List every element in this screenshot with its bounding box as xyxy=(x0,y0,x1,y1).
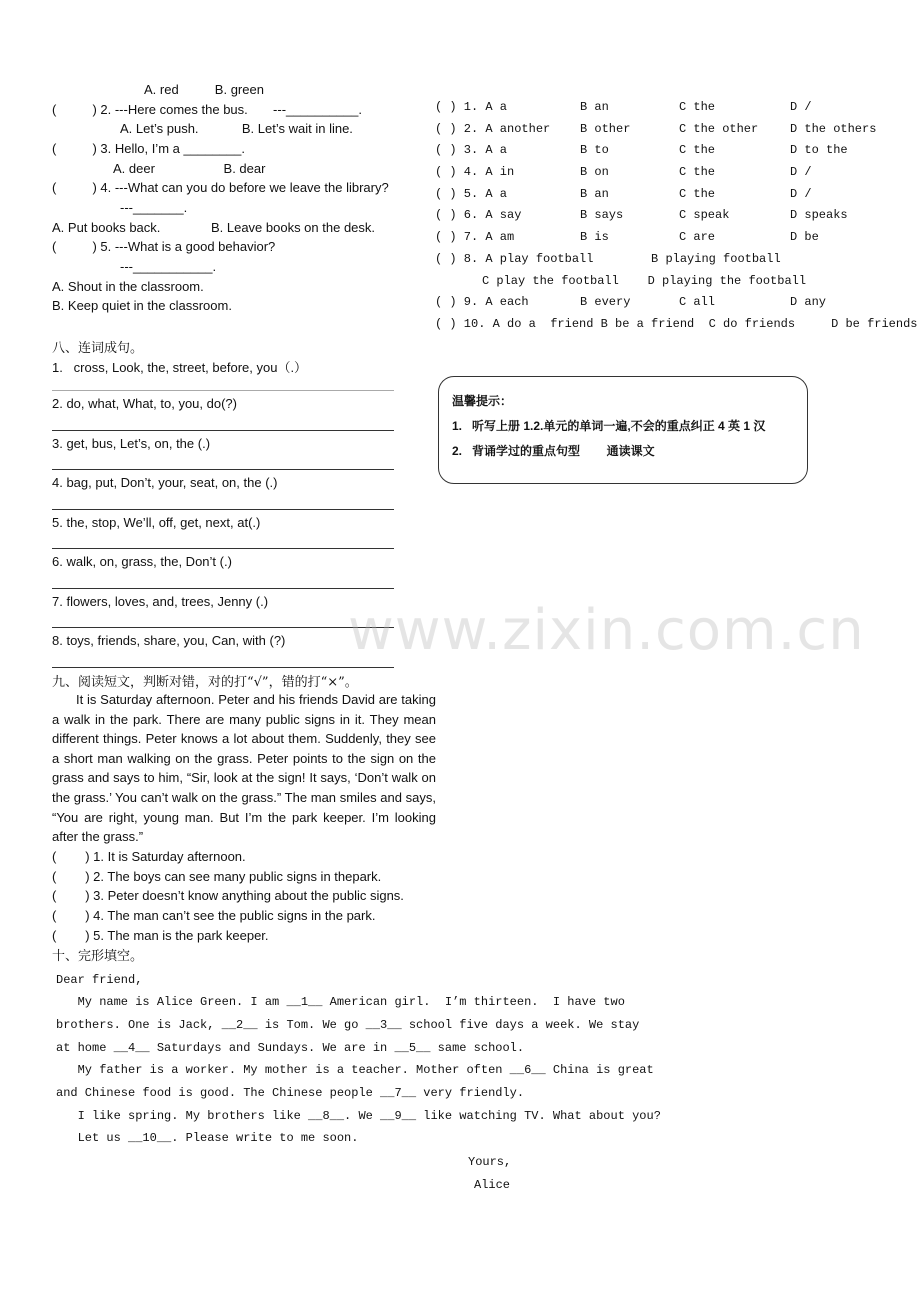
letter-line-2: My name is Alice Green. I am __1__ American girl. I’m thirteen. I have two xyxy=(56,995,625,1009)
statement-2: ( ) 2. The boys can see many public signs in thepark. xyxy=(52,869,382,884)
choice-q8-line1: ( ) 8. A play football B playing football xyxy=(435,252,781,266)
q4-question: ( ) 4. ---What can you do before we leave the library? xyxy=(52,180,389,195)
answer-line-8 xyxy=(52,667,394,668)
choice-q7: ( ) 7. A am xyxy=(435,230,515,244)
letter-line-7: I like spring. My brothers like __8__. We __9__ like watching TV. What about you? xyxy=(56,1109,661,1123)
answer-line-1 xyxy=(52,390,394,391)
statement-5: ( ) 5. The man is the park keeper. xyxy=(52,928,269,943)
choice-q6-b: B says xyxy=(580,208,624,222)
sentence-item-4: 4. bag, put, Don’t, your, seat, on, the (.) xyxy=(52,475,278,490)
choice-q3-d: D to the xyxy=(790,143,848,157)
choice-q9-c: C all xyxy=(679,295,716,309)
sentence-item-2: 2. do, what, What, to, you, do(?) xyxy=(52,396,237,411)
section10-title: 十、完形填空。 xyxy=(52,949,144,964)
answer-line-3 xyxy=(52,469,394,470)
choice-q7-d: D be xyxy=(790,230,819,244)
q4-blank: ---_______. xyxy=(120,200,188,215)
choice-q6: ( ) 6. A say xyxy=(435,208,522,222)
reading-passage: It is Saturday afternoon. Peter and his friends David are taking a walk in the park. There are many public signs in it. They mean different things. Peter knows a lot about them. Suddenly, they see a short man walking on the grass. Peter points to the sign on the grass and says to him, “Sir, look at the sign! It says, ‘Don’t walk on the grass.’ You can’t walk on the grass.” The man smiles and says, “You are right, young man. But I’m the park keeper. I’m looking after the grass.” xyxy=(52,692,436,845)
q2-question: ( ) 2. ---Here comes the bus. ---__________. xyxy=(52,102,362,117)
statement-1: ( ) 1. It is Saturday afternoon. xyxy=(52,849,246,864)
choice-q4-c: C the xyxy=(679,165,716,179)
choice-q2: ( ) 2. A another xyxy=(435,122,551,136)
choice-q8-line2: C play the football D playing the football xyxy=(482,274,807,288)
sentence-item-7: 7. flowers, loves, and, trees, Jenny (.) xyxy=(52,594,269,609)
answer-line-2 xyxy=(52,430,394,431)
choice-q6-d: D speaks xyxy=(790,208,848,222)
letter-line-8: Let us __10__. Please write to me soon. xyxy=(56,1131,359,1145)
letter-line-5: My father is a worker. My mother is a teacher. Mother often __6__ China is great xyxy=(56,1063,654,1077)
answer-line-5 xyxy=(52,548,394,549)
choice-q1-b: B an xyxy=(580,100,609,114)
q5-question: ( ) 5. ---What is a good behavior? xyxy=(52,239,276,254)
choice-q5-c: C the xyxy=(679,187,716,201)
statement-4: ( ) 4. The man can’t see the public signs in the park. xyxy=(52,908,376,923)
letter-closing: Yours, xyxy=(468,1155,512,1169)
q4-options: A. Put books back. B. Leave books on the desk. xyxy=(52,220,376,235)
choice-q6-c: C speak xyxy=(679,208,730,222)
q3-question: ( ) 3. Hello, I’m a ________. xyxy=(52,141,245,156)
choice-q2-b: B other xyxy=(580,122,631,136)
tips-item-1: 1. 听写上册 1.2.单元的单词一遍,不会的重点纠正 4 英 1 汉 xyxy=(452,419,766,433)
letter-line-4: at home __4__ Saturdays and Sundays. We are in __5__ same school. xyxy=(56,1041,525,1055)
statement-3: ( ) 3. Peter doesn’t know anything about the public signs. xyxy=(52,888,404,903)
choice-q3: ( ) 3. A a xyxy=(435,143,508,157)
sentence-item-1: 1. cross, Look, the, street, before, you（.） xyxy=(52,360,308,375)
letter-line-6: and Chinese food is good. The Chinese people __7__ very friendly. xyxy=(56,1086,525,1100)
choice-q9-b: B every xyxy=(580,295,631,309)
tips-title: 温馨提示： xyxy=(452,394,513,408)
answer-line-7 xyxy=(52,627,394,628)
choice-q4: ( ) 4. A in xyxy=(435,165,515,179)
sentence-item-3: 3. get, bus, Let’s, on, the (.) xyxy=(52,436,211,451)
choice-q1: ( ) 1. A a xyxy=(435,100,508,114)
choice-q5-d: D / xyxy=(790,187,812,201)
choice-q2-c: C the other xyxy=(679,122,759,136)
q2-options: A. Let’s push. B. Let’s wait in line. xyxy=(120,121,353,136)
q5-option-b: B. Keep quiet in the classroom. xyxy=(52,298,232,313)
letter-line-1: Dear friend, xyxy=(56,973,143,987)
sentence-item-6: 6. walk, on, grass, the, Don’t (.) xyxy=(52,554,232,569)
choice-q1-c: C the xyxy=(679,100,716,114)
tips-item-2: 2. 背诵学过的重点句型 通读课文 xyxy=(452,444,655,458)
choice-q7-b: B is xyxy=(580,230,609,244)
q5-blank: ---___________. xyxy=(120,259,217,274)
answer-line-4 xyxy=(52,509,394,510)
choice-q2-d: D the others xyxy=(790,122,877,136)
choice-q3-b: B to xyxy=(580,143,609,157)
q1-options: A. red B. green xyxy=(144,82,264,97)
choice-q4-b: B on xyxy=(580,165,609,179)
section9-title: 九、阅读短文，判断对错，对的打“√”，错的打“×”。 xyxy=(52,675,358,690)
q3-options: A. deer B. dear xyxy=(113,161,266,176)
watermark: www.zixin.com.cn xyxy=(348,598,865,663)
choice-q5: ( ) 5. A a xyxy=(435,187,508,201)
letter-signature: Alice xyxy=(474,1178,511,1192)
choice-q7-c: C are xyxy=(679,230,716,244)
choice-q1-d: D / xyxy=(790,100,812,114)
letter-line-3: brothers. One is Jack, __2__ is Tom. We go __3__ school five days a week. We stay xyxy=(56,1018,640,1032)
q5-option-a: A. Shout in the classroom. xyxy=(52,279,204,294)
choice-q9-d: D any xyxy=(790,295,827,309)
section8-title: 八、连词成句。 xyxy=(52,341,144,356)
choice-q5-b: B an xyxy=(580,187,609,201)
answer-line-6 xyxy=(52,588,394,589)
choice-q10: ( ) 10. A do a friend B be a friend C do friends D be friends xyxy=(435,317,918,331)
choice-q9: ( ) 9. A each xyxy=(435,295,529,309)
sentence-item-5: 5. the, stop, We’ll, off, get, next, at(.) xyxy=(52,515,261,530)
choice-q3-c: C the xyxy=(679,143,716,157)
sentence-item-8: 8. toys, friends, share, you, Can, with (?) xyxy=(52,633,286,648)
choice-q4-d: D / xyxy=(790,165,812,179)
